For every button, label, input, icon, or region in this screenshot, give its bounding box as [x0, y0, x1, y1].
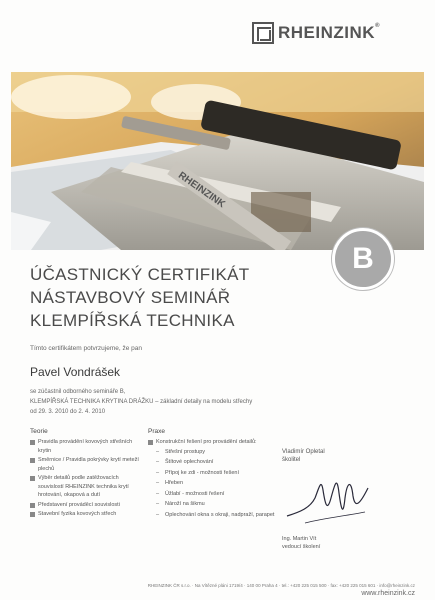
- practice-heading: Praxe: [148, 428, 165, 435]
- bullet-icon: [30, 476, 35, 481]
- practice-subitem: – Nároží na šikmu: [156, 501, 205, 507]
- certificate-title: [30, 263, 249, 332]
- title-line-3: KLEMPÍŘSKÁ TECHNIKA: [30, 311, 235, 330]
- practice-subitem: – Hřeben: [156, 480, 184, 486]
- bullet-icon: [30, 458, 35, 463]
- practice-subitem: – Úžlabí - možnosti řešení: [156, 490, 225, 497]
- practice-subitem: – Střešní prostupy: [156, 448, 206, 455]
- director-name: Ing. Martin Vít: [282, 536, 317, 542]
- svg-text:RHEINZINK: RHEINZINK: [176, 170, 227, 211]
- theory-heading: Teorie: [30, 428, 48, 435]
- intro-line: od 29. 3. 2010 do 2. 4. 2010: [30, 409, 106, 415]
- title-line-1: ÚČASTNICKÝ CERTIFIKÁT: [30, 265, 250, 284]
- trainer-name: Vladimír Opletal: [282, 449, 325, 455]
- theory-item: Výběr detailů podle zatěžovacích souvislostí RHEINZINK technika krytí hrotování, okapová a dutí: [30, 474, 145, 500]
- intro-line: se zúčastnil odborného semináře B,: [30, 389, 126, 395]
- practice-subitem: – Oplechování okna s okraji, nadpraží, parapet: [156, 511, 275, 518]
- practice-subitem: – Přípoj ke zdi - možnosti řešení: [156, 469, 239, 476]
- footer-address: RHEINZINK ČR s.r.o. · Na Vítězné pláni 1719/4 · 140 00 Praha 4 · tel.: +420 225 015 500 · fax: +420 225 015 601 · info@rheinzink.cz: [147, 583, 415, 588]
- director-signature-block: [282, 535, 320, 551]
- practice-subitem: – Štítové oplechování: [156, 459, 214, 465]
- director-role: vedoucí školení: [282, 544, 321, 550]
- theory-item: Směrnice / Pravidla pokrývky krytí meteží plechů: [30, 456, 145, 473]
- theory-column: [30, 428, 145, 520]
- footer-url: www.rheinzink.cz: [361, 590, 415, 597]
- brand-name: RHEINZINK®: [278, 23, 380, 42]
- handwritten-signature: [285, 468, 370, 528]
- seminar-level-badge: B: [332, 228, 394, 290]
- practice-column: [148, 428, 278, 521]
- header-photo: [11, 72, 424, 250]
- intro-text: [30, 387, 360, 417]
- theory-item: Představení prováděcí souvislosti: [30, 501, 145, 510]
- bullet-icon: [30, 440, 35, 445]
- trainer-signature-block: [282, 448, 325, 464]
- theory-item: Pravidla provádění kovových střešních krytin: [30, 438, 145, 455]
- logo-mark-icon: [252, 22, 274, 44]
- theory-item: Stavební fyzika kovových střech: [30, 510, 145, 519]
- bullet-icon: [30, 503, 35, 508]
- title-line-2: NÁSTAVBOVÝ SEMINÁŘ: [30, 288, 231, 307]
- certificate-note: Tímto certifikátem potvrzujeme, že pan: [30, 345, 142, 352]
- trainer-role: školitel: [282, 457, 301, 463]
- participant-name: Pavel Vondrášek: [30, 365, 121, 379]
- intro-line: KLEMPÍŘSKÁ TECHNIKA KRYTINA DRÁŽKU – základní detaily na modelu střechy: [30, 399, 253, 405]
- practice-item: Konstrukční řešení pro provádění detailů:: [148, 438, 278, 447]
- bullet-icon: [148, 440, 153, 445]
- bullet-icon: [30, 512, 35, 517]
- rheinzink-logo: [252, 22, 380, 44]
